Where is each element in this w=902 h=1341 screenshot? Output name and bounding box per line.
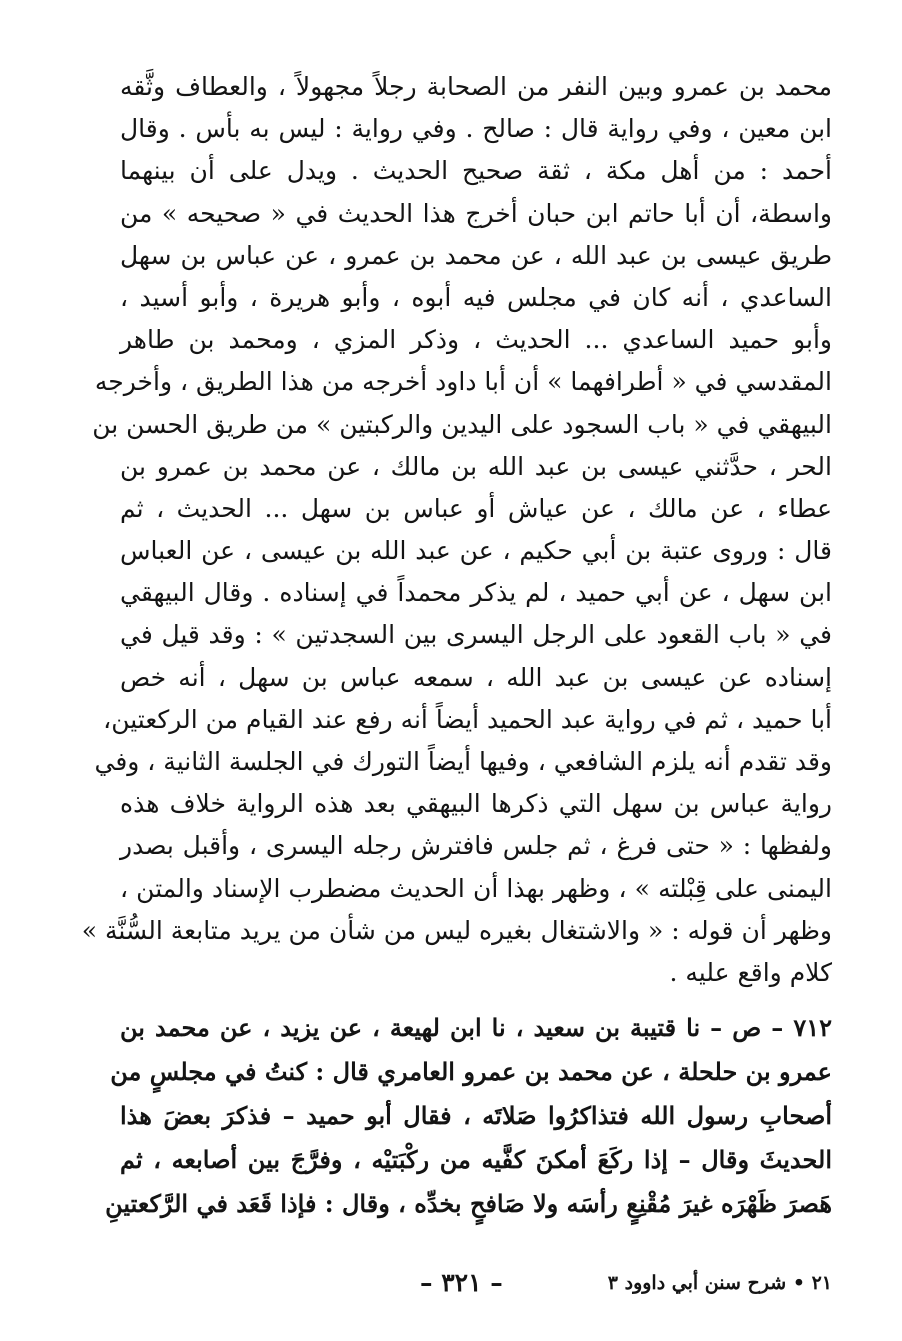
page-number: – ٣٢١ – [420,1268,503,1297]
commentary-line: الساعدي ، أنه كان في مجلس فيه أبوه ، وأبو هريرة ، وأبو أسيد ، [120,282,832,312]
commentary-line: واسطة، أن أبا حاتم ابن حبان أخرج هذا الحديث في « صحيحه » من [120,198,832,228]
footer-signature: ٢١ • شرح سنن أبي داوود ٣ [607,1272,832,1294]
commentary-line: وقد تقدم أنه يلزم الشافعي ، وفيها أيضاً التورك في الجلسة الثانية ، وفي [94,747,832,776]
commentary-line-last: كلام واقع عليه . [669,957,832,987]
commentary-line: وأبو حميد الساعدي ... الحديث ، وذكر المزي ، ومحمد بن طاهر [120,325,832,355]
commentary-line: ابن سهل ، عن أبي حميد ، لم يذكر محمداً في إسناده . وقال البيهقي [120,578,832,608]
commentary-line: أحمد : من أهل مكة ، ثقة صحيح الحديث . ويدل على أن بينهما [120,156,832,186]
hadith-line: الحديثَ وقال – إذا ركَعَ أمكنَ كفَّيه من ركْبَتيْه ، وفرَّجَ بين أصابعه ، ثم [120,1145,832,1175]
commentary-text [81,66,832,994]
commentary-line: البيهقي في « باب السجود على اليدين والركبتين » من طريق الحسن بن [92,409,832,439]
hadith-line: أصحابِ رسول الله فتذاكرُوا صَلاتَه ، فقال أبو حميد – فذكرَ بعضَ هذا [120,1101,832,1131]
commentary-line: قال : وروى عتبة بن أبي حكيم ، عن عبد الله بن عيسى ، عن العباس [120,536,832,566]
commentary-line: أبا حميد ، ثم في رواية عبد الحميد أيضاً أنه رفع عند القيام من الركعتين، [103,704,832,734]
page-body [81,66,832,1226]
commentary-line: محمد بن عمرو وبين النفر من الصحابة رجلاً مجهولاً ، والعطاف وثَّقه [120,72,832,101]
commentary-line: وظهر أن قوله : « والاشتغال بغيره ليس من شأن من يريد متابعة السُّنَّة » [81,915,832,945]
commentary-line: اليمنى على قِبْلته » ، وظهر بهذا أن الحديث مضطرب الإسناد والمتن ، [120,873,832,903]
commentary-line: ابن معين ، وفي رواية قال : صالح . وفي رواية : ليس به بأس . وقال [120,114,832,144]
commentary-line: عطاء ، عن مالك ، عن عياش أو عباس بن سهل ... الحديث ، ثم [120,493,832,523]
commentary-line: رواية عباس بن سهل التي ذكرها البيهقي بعد هذه الرواية خلاف هذه [120,789,832,819]
commentary-line: ولفظها : « حتى فرغ ، ثم جلس فافترش رجله اليسرى ، وأقبل بصدر [120,831,832,861]
commentary-line: المقدسي في « أطرافهما » أن أبا داود أخرجه من هذا الطريق ، وأخرجه [94,367,832,397]
commentary-line: الحر ، حدَّثني عيسى بن عبد الله بن مالك ، عن محمد بن عمرو بن [120,451,832,481]
commentary-line: طريق عيسى بن عبد الله ، عن محمد بن عمرو ، عن عباس بن سهل [120,240,832,270]
hadith-text [105,1006,832,1226]
commentary-line: إسناده عن عيسى بن عبد الله ، سمعه عباس بن سهل ، أنه خص [120,662,832,692]
hadith-line: عمرو بن حلحلة ، عن محمد بن عمرو العامري قال : كنتُ في مجلسٍ من [110,1057,832,1087]
hadith-line: ٧١٢ – ص – نا قتيبة بن سعيد ، نا ابن لهيعة ، عن يزيد ، عن محمد بن [120,1013,832,1043]
commentary-line: في « باب القعود على الرجل اليسرى بين السجدتين » : وقد قيل في [120,620,832,650]
page-footer [120,1268,832,1308]
hadith-line: هَصرَ ظَهْرَه غيرَ مُقْنِعٍ رأسَه ولا صَافحٍ بخدِّه ، وقال : فإذا قَعَد في الرَّكعتينِ [105,1189,832,1219]
